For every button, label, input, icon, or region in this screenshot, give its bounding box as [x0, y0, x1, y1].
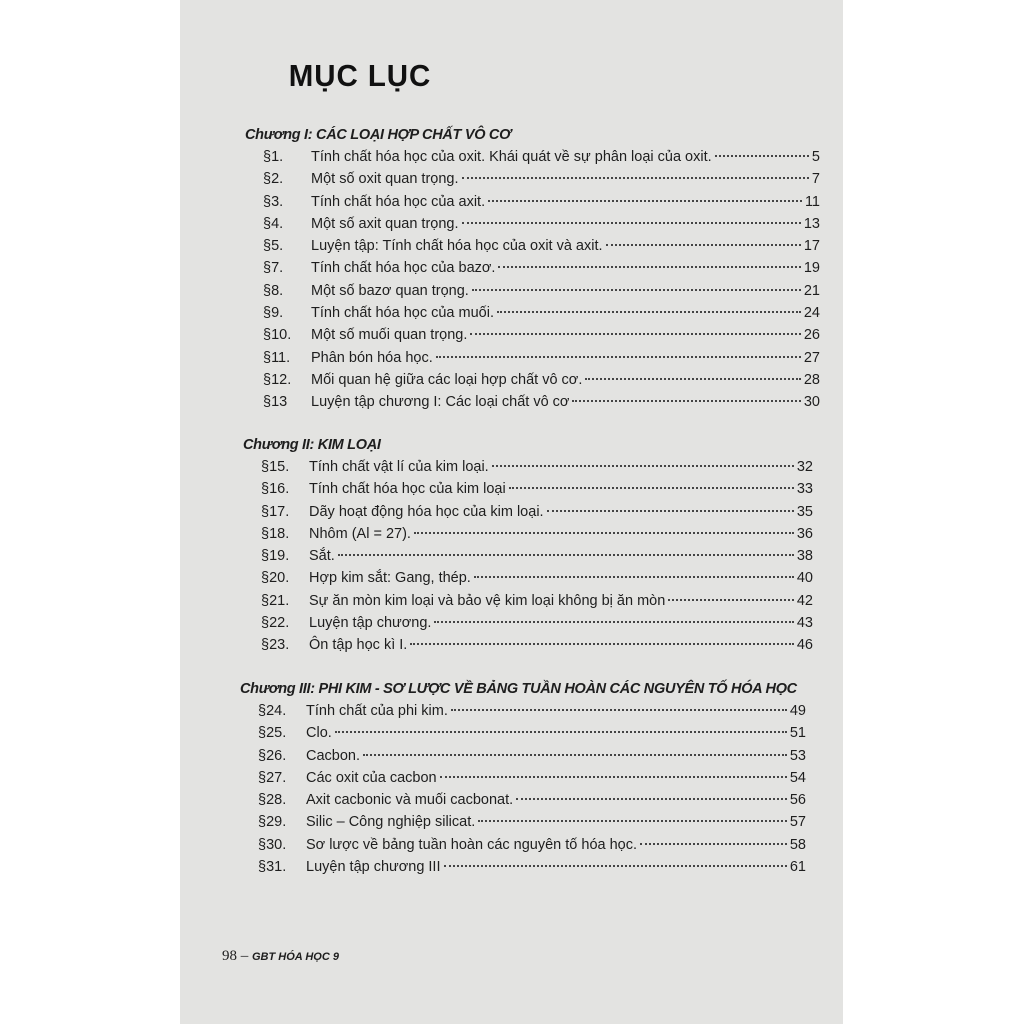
dot-leader — [497, 311, 801, 313]
dot-leader — [472, 289, 801, 291]
page-number: 38 — [796, 548, 813, 565]
toc-entry[interactable] — [240, 811, 806, 833]
entry-title: Các oxit của cacbon — [306, 769, 437, 786]
entry-title: Hợp kim sắt: Gang, thép. — [309, 570, 471, 587]
page-number: 30 — [803, 394, 820, 411]
section-number: §7. — [263, 260, 284, 277]
toc-entry[interactable] — [245, 213, 820, 235]
entry-title: Tính chất hóa học của oxit. Khái quát về sự phân loại của oxit. — [311, 149, 712, 165]
dot-leader — [363, 754, 787, 756]
section-number: §21. — [261, 592, 290, 609]
toc-entry[interactable] — [243, 612, 813, 634]
dot-leader — [338, 554, 794, 556]
entry-title: Luyện tập chương III — [306, 859, 441, 876]
toc-entry[interactable] — [245, 146, 820, 168]
page-number: 13 — [803, 215, 820, 232]
section-number: §29. — [258, 814, 287, 831]
entry-title: Tính chất hóa học của muối. — [311, 305, 494, 322]
dot-leader — [434, 621, 793, 623]
dot-leader — [436, 356, 801, 358]
page-title: MỤC LỤC — [288, 58, 432, 93]
page-number: 5 — [811, 149, 820, 165]
toc-entry[interactable] — [240, 856, 806, 878]
page-number: 11 — [804, 193, 820, 210]
page-number: 21 — [803, 282, 820, 299]
toc-entry[interactable] — [243, 545, 813, 567]
section-number: §25. — [258, 725, 287, 742]
page-number: 7 — [811, 171, 820, 188]
page-number: 42 — [796, 592, 813, 609]
dot-leader — [335, 731, 787, 733]
toc-entry[interactable] — [243, 501, 813, 523]
toc-entry[interactable] — [240, 722, 806, 744]
section-number: §2. — [263, 171, 284, 188]
entry-title: Sơ lược về bảng tuần hoàn các nguyên tố hóa học. — [306, 836, 638, 853]
section-number: §9. — [263, 305, 284, 322]
entry-title: Clo. — [306, 725, 332, 742]
dot-leader — [715, 155, 809, 157]
page-number: 33 — [796, 481, 813, 498]
entry-title: Tính chất hóa học của axit. — [311, 193, 486, 210]
chapter-1 — [245, 124, 820, 414]
toc-entry[interactable] — [245, 347, 820, 369]
section-number: §26. — [258, 747, 287, 764]
entry-title: Tính chất hóa học của kim loại — [309, 481, 506, 498]
section-number: §1. — [263, 149, 284, 165]
toc-entry[interactable] — [240, 834, 806, 856]
page-number: 51 — [789, 725, 806, 742]
entry-title: Nhôm (Al = 27). — [309, 525, 411, 542]
chapter-heading: Chương II: KIM LOẠI — [243, 437, 381, 453]
toc-entry[interactable] — [243, 523, 813, 545]
page-number: 27 — [803, 349, 820, 366]
dot-leader — [451, 709, 787, 711]
dot-leader — [572, 400, 800, 402]
dot-leader — [640, 843, 787, 845]
page-number: 58 — [789, 836, 806, 853]
section-number: §31. — [258, 859, 287, 876]
dot-leader — [492, 465, 794, 467]
dot-leader — [462, 177, 809, 179]
entry-title: Sự ăn mòn kim loại và bảo vệ kim loại không bị ăn mòn — [309, 592, 666, 609]
toc-entry[interactable] — [245, 191, 820, 213]
entry-title: Sắt. — [309, 548, 335, 565]
page-number: 53 — [789, 747, 806, 764]
toc-entry[interactable] — [240, 745, 806, 767]
dot-leader — [488, 200, 802, 202]
dot-leader — [547, 510, 794, 512]
section-number: §30. — [258, 836, 287, 853]
entry-title: Silic – Công nghiệp silicat. — [306, 814, 476, 831]
book-title: GBT HÓA HỌC 9 — [252, 951, 339, 963]
page-footer — [222, 948, 339, 965]
toc-entry[interactable] — [245, 235, 820, 257]
dot-leader — [462, 222, 801, 224]
page-number: 19 — [803, 260, 820, 277]
toc-entry[interactable] — [243, 567, 813, 589]
entry-title: Một số oxit quan trọng. — [311, 171, 459, 188]
dot-leader — [509, 487, 794, 489]
section-number: §18. — [261, 525, 290, 542]
dot-leader — [498, 266, 800, 268]
section-number: §8. — [263, 282, 284, 299]
section-number: §20. — [261, 570, 290, 587]
entry-title: Phân bón hóa học. — [311, 349, 433, 366]
dot-leader — [410, 643, 794, 645]
toc-entry[interactable] — [243, 478, 813, 500]
dot-leader — [470, 333, 800, 335]
toc-entry[interactable] — [245, 280, 820, 302]
entry-title: Axit cacbonic và muối cacbonat. — [306, 792, 514, 809]
toc-entry[interactable] — [243, 590, 813, 612]
page-number: 54 — [789, 769, 806, 786]
section-number: §27. — [258, 769, 287, 786]
section-number: §13 — [263, 394, 288, 411]
dot-leader — [606, 244, 801, 246]
section-number: §12. — [263, 371, 292, 388]
entry-title: Tính chất hóa học của bazơ. — [311, 260, 496, 277]
entry-title: Một số muối quan trọng. — [311, 327, 468, 344]
page-number: 32 — [796, 459, 813, 475]
section-number: §22. — [261, 615, 290, 632]
toc-entry[interactable] — [245, 168, 820, 190]
dot-leader — [444, 865, 787, 867]
page-number: 17 — [803, 238, 820, 255]
section-number: §15. — [261, 459, 290, 475]
page-number: 24 — [803, 305, 820, 322]
dot-leader — [478, 820, 787, 822]
section-number: §24. — [258, 703, 287, 719]
section-number: §19. — [261, 548, 290, 565]
entry-title: Luyện tập chương. — [309, 615, 432, 632]
section-number: §28. — [258, 792, 287, 809]
toc-entry[interactable] — [245, 369, 820, 391]
section-number: §10. — [263, 327, 292, 344]
entry-title: Mối quan hệ giữa các loại hợp chất vô cơ. — [311, 371, 583, 388]
toc-entry[interactable] — [240, 700, 806, 722]
dot-leader — [585, 378, 801, 380]
dot-leader — [440, 776, 787, 778]
toc-entry[interactable] — [245, 257, 820, 279]
page-number: 56 — [789, 792, 806, 809]
chapter-heading: Chương I: CÁC LOẠI HỢP CHẤT VÔ CƠ — [245, 127, 511, 143]
toc-entry[interactable] — [245, 302, 820, 324]
section-number: §16. — [261, 481, 290, 498]
entry-title: Dãy hoạt động hóa học của kim loại. — [309, 503, 544, 520]
toc-entry[interactable] — [245, 391, 820, 413]
toc-entry[interactable] — [240, 767, 806, 789]
page-number: 35 — [796, 503, 813, 520]
section-number: §4. — [263, 215, 284, 232]
section-number: §3. — [263, 193, 284, 210]
dot-leader — [516, 798, 787, 800]
toc-entry[interactable] — [243, 456, 813, 478]
toc-entry[interactable] — [245, 324, 820, 346]
page-number: 98 – — [222, 948, 249, 964]
section-number: §11. — [263, 349, 291, 366]
section-number: §17. — [261, 503, 290, 520]
entry-title: Luyện tập chương I: Các loại chất vô cơ — [311, 394, 570, 411]
dot-leader — [414, 532, 794, 534]
page-number: 40 — [796, 570, 813, 587]
page-number: 36 — [796, 525, 813, 542]
toc-entry[interactable] — [240, 789, 806, 811]
dot-leader — [474, 576, 794, 578]
entry-title: Một số bazơ quan trọng. — [311, 282, 469, 299]
chapter-3 — [240, 678, 806, 878]
entry-title: Một số axit quan trọng. — [311, 215, 459, 232]
entry-title: Ôn tập học kì I. — [309, 637, 408, 654]
toc-entry[interactable] — [243, 634, 813, 656]
page-number: 26 — [803, 327, 820, 344]
page-number: 46 — [796, 637, 813, 654]
chapter-heading: Chương III: PHI KIM - SƠ LƯỢC VỀ BẢNG TUẦN HOÀN CÁC NGUYÊN TỐ HÓA HỌC — [240, 681, 797, 697]
entry-title: Cacbon. — [306, 747, 361, 764]
entry-title: Luyện tập: Tính chất hóa học của oxit và axit. — [311, 238, 603, 255]
section-number: §5. — [263, 238, 284, 255]
page-number: 49 — [789, 703, 806, 719]
page-number: 43 — [796, 615, 813, 632]
dot-leader — [668, 599, 794, 601]
page-number: 57 — [789, 814, 806, 831]
chapter-2 — [243, 434, 813, 657]
page-number: 61 — [789, 859, 806, 876]
entry-title: Tính chất vật lí của kim loại. — [309, 459, 489, 475]
entry-title: Tính chất của phi kim. — [306, 703, 448, 719]
section-number: §23. — [261, 637, 290, 654]
page-number: 28 — [803, 371, 820, 388]
